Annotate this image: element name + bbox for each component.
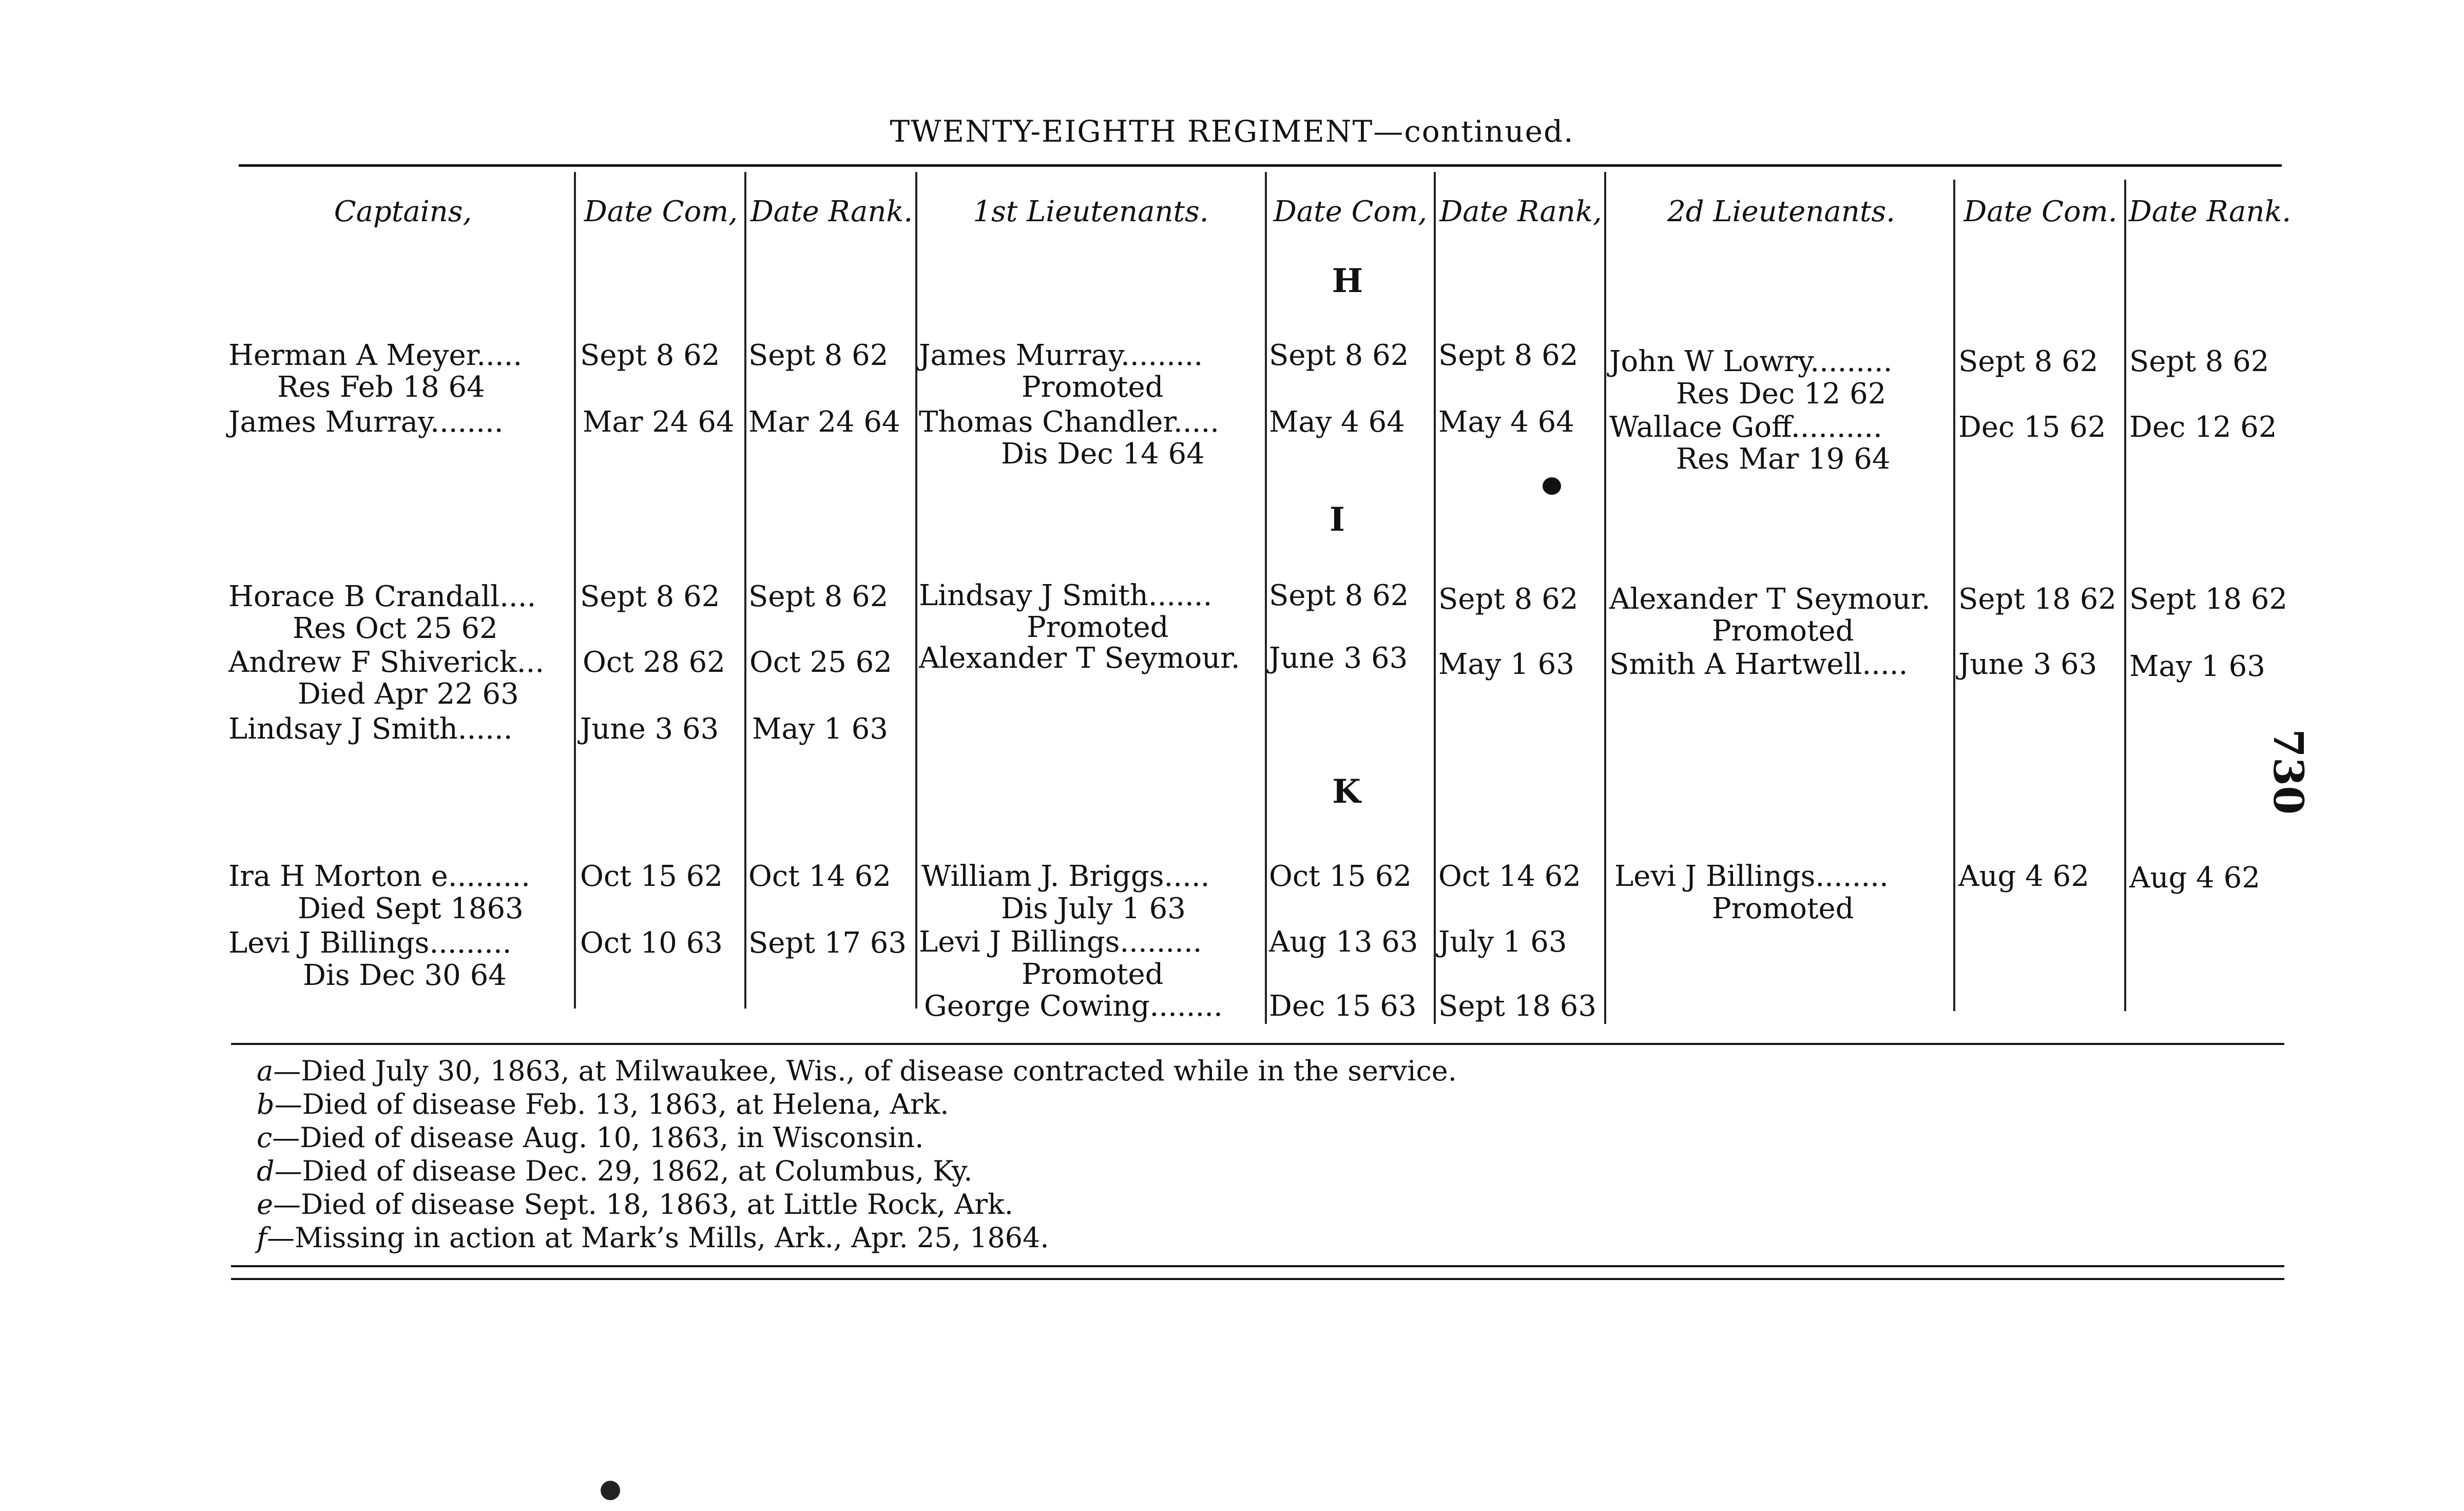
- captain-note: Died Sept 1863: [298, 892, 524, 925]
- first-lieutenant-note: Dis Dec 14 64: [1001, 437, 1205, 471]
- captain-name: Levi J Billings.........: [228, 926, 512, 960]
- captain-date-rank: Sept 8 62: [748, 580, 889, 613]
- header-date-com-2: Date Com,: [1273, 195, 1428, 228]
- first-lieutenant-date-rank: Sept 18 63: [1438, 990, 1596, 1023]
- footnote-text: —Died of disease Dec. 29, 1862, at Columbus, Ky.: [274, 1155, 973, 1187]
- captain-name: Herman A Meyer.....: [228, 339, 523, 372]
- first-lieutenant-note: Dis July 1 63: [1001, 892, 1186, 925]
- header-second-lieutenants: 2d Lieutenants.: [1667, 195, 1895, 228]
- first-lieutenant-note: Promoted: [1022, 958, 1164, 991]
- captain-name: Ira H Morton e.........: [228, 860, 530, 893]
- column-divider: [1265, 172, 1267, 1024]
- second-lieutenant-date-rank: Sept 8 62: [2129, 345, 2269, 378]
- footnote-letter: a: [257, 1055, 274, 1087]
- page-title: TWENTY-EIGHTH REGIMENT—continued.: [890, 114, 1574, 149]
- second-lieutenant-name: Levi J Billings........: [1614, 860, 1889, 893]
- footnote: [257, 1155, 973, 1187]
- first-lieutenant-date-com: June 3 63: [1269, 642, 1408, 675]
- captain-date-com: Sept 8 62: [580, 580, 720, 613]
- second-lieutenant-date-com: June 3 63: [1958, 648, 2097, 681]
- first-lieutenant-name: Lindsay J Smith.......: [919, 579, 1212, 612]
- footnote-letter: d: [257, 1155, 275, 1187]
- column-divider: [915, 172, 917, 1009]
- header-date-rank-3: Date Rank.: [2128, 195, 2292, 228]
- captain-date-com: Oct 15 62: [580, 860, 723, 893]
- second-lieutenant-note: Promoted: [1712, 614, 1854, 648]
- second-lieutenant-name: John W Lowry.........: [1609, 345, 1893, 378]
- header-date-rank-2: Date Rank,: [1439, 195, 1602, 228]
- first-lieutenant-name: Thomas Chandler.....: [919, 405, 1220, 439]
- captain-note: Dis Dec 30 64: [303, 959, 507, 992]
- first-lieutenant-name: William J. Briggs.....: [921, 860, 1210, 893]
- captain-date-rank: Sept 17 63: [748, 926, 907, 960]
- second-lieutenant-date-com: Sept 8 62: [1958, 345, 2099, 378]
- second-lieutenant-date-rank: Dec 12 62: [2129, 411, 2277, 444]
- footnote-letter: c: [257, 1121, 273, 1154]
- footnote: [257, 1055, 1457, 1087]
- column-divider: [1434, 172, 1436, 1024]
- footnote: [257, 1222, 1049, 1254]
- captain-name: Lindsay J Smith......: [228, 712, 513, 746]
- captain-date-rank: May 1 63: [752, 712, 888, 746]
- column-divider: [1604, 172, 1606, 1024]
- first-lieutenant-date-rank: Sept 8 62: [1438, 339, 1578, 372]
- first-lieutenant-date-rank: Sept 8 62: [1438, 583, 1578, 616]
- second-lieutenant-date-rank: Sept 18 62: [2129, 583, 2287, 616]
- captain-note: Died Apr 22 63: [298, 677, 519, 711]
- second-lieutenant-note: Res Mar 19 64: [1676, 442, 1891, 476]
- first-lieutenant-date-rank: May 4 64: [1438, 405, 1574, 439]
- second-lieutenant-name: Alexander T Seymour.: [1609, 583, 1931, 616]
- captain-date-com: Oct 28 62: [583, 646, 725, 679]
- first-lieutenant-date-rank: July 1 63: [1438, 925, 1567, 959]
- second-lieutenant-date-com: Sept 18 62: [1958, 583, 2116, 616]
- second-lieutenant-name: Wallace Goff..........: [1609, 411, 1882, 444]
- captain-date-com: Oct 10 63: [580, 926, 723, 960]
- ink-blot-icon: [601, 1481, 620, 1500]
- first-lieutenant-date-com: Oct 15 62: [1269, 860, 1412, 893]
- captain-note: Res Oct 25 62: [293, 612, 498, 645]
- header-first-lieutenants: 1st Lieutenants.: [973, 195, 1209, 228]
- captain-date-rank: Oct 14 62: [748, 860, 891, 893]
- footnote: [257, 1088, 949, 1120]
- captain-date-rank: Sept 8 62: [748, 339, 889, 372]
- footnote-text: —Died of disease Aug. 10, 1863, in Wisconsin.: [272, 1121, 924, 1154]
- second-lieutenant-date-com: Dec 15 62: [1958, 411, 2106, 444]
- footnote-text: —Missing in action at Mark’s Mills, Ark., Apr. 25, 1864.: [267, 1222, 1049, 1254]
- footnote-letter: e: [257, 1188, 273, 1221]
- footnote: [257, 1188, 1013, 1221]
- bottom-double-rule: [231, 1265, 2284, 1267]
- company-i-label: I: [1330, 500, 1345, 539]
- captain-date-com: June 3 63: [580, 712, 719, 746]
- first-lieutenant-date-com: Aug 13 63: [1269, 925, 1418, 959]
- header-date-com-3: Date Com.: [1964, 195, 2118, 228]
- footnote: [257, 1121, 923, 1154]
- footnote-text: —Died of disease Sept. 18, 1863, at Little Rock, Ark.: [273, 1188, 1013, 1221]
- second-lieutenant-note: Promoted: [1712, 892, 1854, 925]
- first-lieutenant-name: Levi J Billings.........: [919, 925, 1202, 959]
- column-divider: [2124, 180, 2126, 1011]
- first-lieutenant-name: Alexander T Seymour.: [919, 642, 1240, 675]
- first-lieutenant-date-com: Sept 8 62: [1269, 339, 1409, 372]
- first-lieutenant-note: Promoted: [1022, 371, 1164, 404]
- captain-date-com: Sept 8 62: [580, 339, 720, 372]
- second-lieutenant-name: Smith A Hartwell.....: [1609, 648, 1908, 681]
- first-lieutenant-name: James Murray.........: [919, 339, 1203, 372]
- footnote-letter: f: [257, 1222, 267, 1254]
- captain-name: Andrew F Shiverick...: [228, 646, 545, 679]
- captain-note: Res Feb 18 64: [277, 371, 485, 404]
- header-date-com-1: Date Com,: [584, 195, 738, 228]
- footnote-text: —Died July 30, 1863, at Milwaukee, Wis., of disease contracted while in the service.: [273, 1055, 1457, 1087]
- footnote-text: —Died of disease Feb. 13, 1863, at Helena, Ark.: [274, 1088, 949, 1120]
- captain-name: Horace B Crandall....: [228, 580, 536, 613]
- column-divider: [1953, 180, 1955, 1011]
- first-lieutenant-date-com: Dec 15 63: [1269, 990, 1417, 1023]
- captain-date-rank: Mar 24 64: [748, 405, 900, 439]
- captain-name: James Murray........: [228, 405, 504, 439]
- second-lieutenant-date-rank: Aug 4 62: [2129, 861, 2260, 895]
- ink-blot-icon: [1543, 477, 1561, 495]
- second-lieutenant-date-com: Aug 4 62: [1958, 860, 2089, 893]
- captain-date-rank: Oct 25 62: [749, 646, 892, 679]
- table-bottom-rule: [231, 1043, 2284, 1045]
- first-lieutenant-note: Promoted: [1027, 611, 1169, 644]
- bottom-double-rule: [231, 1278, 2284, 1280]
- first-lieutenant-name: George Cowing........: [924, 990, 1223, 1023]
- footnote-letter: b: [257, 1088, 275, 1120]
- first-lieutenant-date-com: Sept 8 62: [1269, 579, 1409, 612]
- company-h-label: H: [1332, 262, 1363, 300]
- first-lieutenant-date-rank: Oct 14 62: [1438, 860, 1581, 893]
- first-lieutenant-date-com: May 4 64: [1269, 405, 1405, 439]
- column-divider: [744, 172, 746, 1009]
- header-date-rank-1: Date Rank.: [750, 195, 913, 228]
- header-captains: Captains,: [334, 195, 472, 228]
- captain-date-com: Mar 24 64: [583, 405, 735, 439]
- top-rule: [239, 164, 2282, 167]
- second-lieutenant-date-rank: May 1 63: [2129, 650, 2265, 683]
- page-number: 730: [2264, 729, 2313, 815]
- second-lieutenant-note: Res Dec 12 62: [1676, 377, 1886, 411]
- company-k-label: K: [1332, 772, 1361, 811]
- first-lieutenant-date-rank: May 1 63: [1438, 648, 1574, 681]
- column-divider: [574, 172, 576, 1009]
